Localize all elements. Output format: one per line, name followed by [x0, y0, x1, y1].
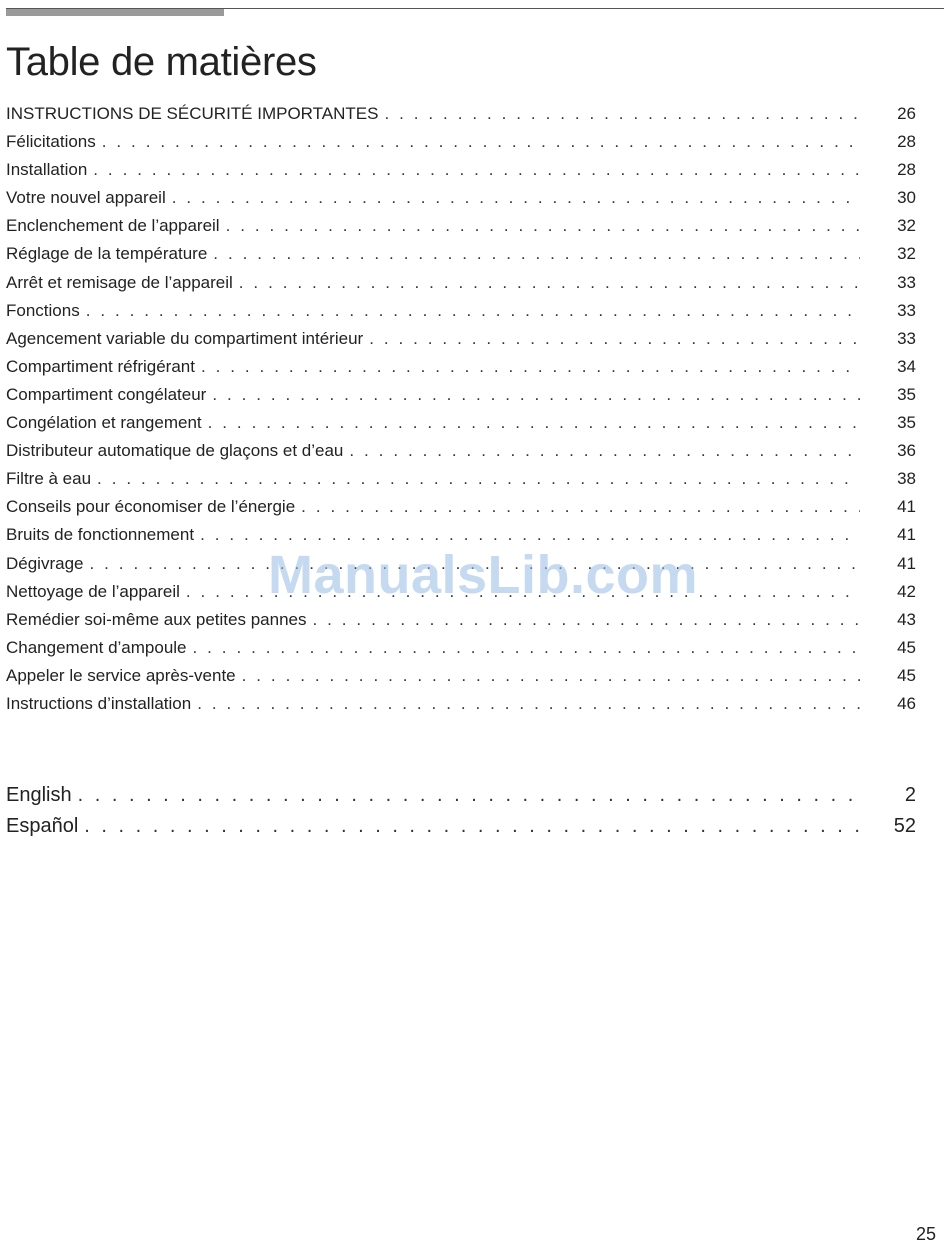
- dot-leader: [239, 269, 860, 297]
- toc-entry-page: 30: [897, 188, 916, 208]
- toc-entry-label: Fonctions: [6, 300, 80, 320]
- toc-entry[interactable]: [6, 297, 916, 325]
- toc-entry-page: 45: [897, 637, 916, 657]
- toc-entry[interactable]: [6, 100, 916, 128]
- toc-entry[interactable]: [6, 269, 916, 297]
- dot-leader: [102, 128, 860, 156]
- dot-leader: [213, 240, 860, 268]
- toc-entry[interactable]: [6, 634, 916, 662]
- dot-leader: [78, 780, 860, 811]
- language-index: [6, 780, 916, 842]
- toc-entry-label: Distributeur automatique de glaçons et d’eau: [6, 441, 344, 461]
- toc-entry-label: Remédier soi-même aux petites pannes: [6, 609, 307, 629]
- toc-entry[interactable]: [6, 240, 916, 268]
- toc-entry-page: 33: [897, 328, 916, 348]
- language-entry-label: English: [6, 784, 72, 806]
- toc-entry[interactable]: [6, 437, 916, 465]
- toc-entry-label: Congélation et rangement: [6, 413, 202, 433]
- toc-entry-page: 45: [897, 665, 916, 685]
- toc-entry-page: 35: [897, 384, 916, 404]
- language-entry-page: 2: [904, 784, 916, 806]
- toc-entry[interactable]: [6, 465, 916, 493]
- language-entry-page: 52: [893, 815, 916, 837]
- toc-entry[interactable]: [6, 128, 916, 156]
- toc-entry-label: Enclenchement de l’appareil: [6, 216, 220, 236]
- toc-entry-page: 41: [897, 525, 916, 545]
- toc-entry-page: 43: [897, 609, 916, 629]
- toc-entry-label: Nettoyage de l’appareil: [6, 581, 180, 601]
- toc-entry-page: 33: [897, 300, 916, 320]
- toc-entry-label: Instructions d’installation: [6, 693, 192, 713]
- toc-entry-label: Félicitations: [6, 132, 96, 152]
- dot-leader: [93, 156, 860, 184]
- dot-leader: [212, 381, 860, 409]
- dot-leader: [172, 184, 860, 212]
- toc-entry-label: Installation: [6, 160, 88, 180]
- dot-leader: [197, 690, 860, 718]
- dot-leader: [201, 353, 860, 381]
- toc-entry-label: Appeler le service après-vente: [6, 665, 236, 685]
- toc-entry-label: Conseils pour économiser de l’énergie: [6, 497, 296, 517]
- toc-entry[interactable]: [6, 184, 916, 212]
- dot-leader: [97, 465, 860, 493]
- dot-leader: [384, 100, 860, 128]
- toc-entry[interactable]: [6, 493, 916, 521]
- toc-entry-page: 28: [897, 132, 916, 152]
- toc-entry-page: 34: [897, 356, 916, 376]
- toc-entry-label: INSTRUCTIONS DE SÉCURITÉ IMPORTANTES: [6, 104, 379, 123]
- language-entry-label: Español: [6, 815, 79, 837]
- toc-entry-page: 28: [897, 160, 916, 180]
- language-entry[interactable]: [6, 780, 916, 811]
- dot-leader: [301, 493, 860, 521]
- toc-entry[interactable]: [6, 212, 916, 240]
- dot-leader: [369, 325, 860, 353]
- toc-entry-page: 46: [897, 693, 916, 713]
- toc-entry[interactable]: [6, 606, 916, 634]
- toc-entry-page: 41: [897, 497, 916, 517]
- table-of-contents: [6, 100, 916, 718]
- header-bar: [6, 9, 224, 16]
- toc-entry[interactable]: [6, 353, 916, 381]
- toc-entry[interactable]: [6, 325, 916, 353]
- toc-entry-label: Arrêt et remisage de l’appareil: [6, 272, 233, 292]
- dot-leader: [208, 409, 860, 437]
- dot-leader: [242, 662, 860, 690]
- toc-entry-label: Réglage de la température: [6, 244, 208, 264]
- dot-leader: [193, 634, 860, 662]
- toc-entry[interactable]: [6, 156, 916, 184]
- toc-entry[interactable]: [6, 381, 916, 409]
- language-entry[interactable]: [6, 811, 916, 842]
- toc-entry-page: 36: [897, 441, 916, 461]
- page-title: Table de matières: [6, 40, 317, 84]
- dot-leader: [226, 212, 860, 240]
- toc-entry[interactable]: [6, 409, 916, 437]
- toc-entry[interactable]: [6, 690, 916, 718]
- toc-entry-page: 38: [897, 469, 916, 489]
- toc-entry-label: Dégivrage: [6, 553, 84, 573]
- toc-entry-label: Compartiment réfrigérant: [6, 356, 195, 376]
- toc-entry-label: Filtre à eau: [6, 469, 92, 489]
- dot-leader: [86, 297, 860, 325]
- toc-entry-label: Votre nouvel appareil: [6, 188, 166, 208]
- toc-entry-page: 35: [897, 413, 916, 433]
- toc-entry-page: 32: [897, 244, 916, 264]
- dot-leader: [312, 606, 860, 634]
- toc-entry-page: 33: [897, 272, 916, 292]
- toc-entry-page: 41: [897, 553, 916, 573]
- dot-leader: [84, 811, 860, 842]
- toc-entry-label: Compartiment congélateur: [6, 384, 207, 404]
- watermark: ManualsLib.com: [268, 545, 699, 605]
- toc-entry-label: Agencement variable du compartiment intérieur: [6, 328, 364, 348]
- toc-entry-label: Changement d’ampoule: [6, 637, 187, 657]
- toc-entry-page: 32: [897, 216, 916, 236]
- dot-leader: [349, 437, 860, 465]
- toc-entry-page: 26: [897, 104, 916, 123]
- toc-entry-page: 42: [897, 581, 916, 601]
- page-number: 25: [915, 1224, 936, 1244]
- toc-entry[interactable]: [6, 662, 916, 690]
- toc-entry-label: Bruits de fonctionnement: [6, 525, 195, 545]
